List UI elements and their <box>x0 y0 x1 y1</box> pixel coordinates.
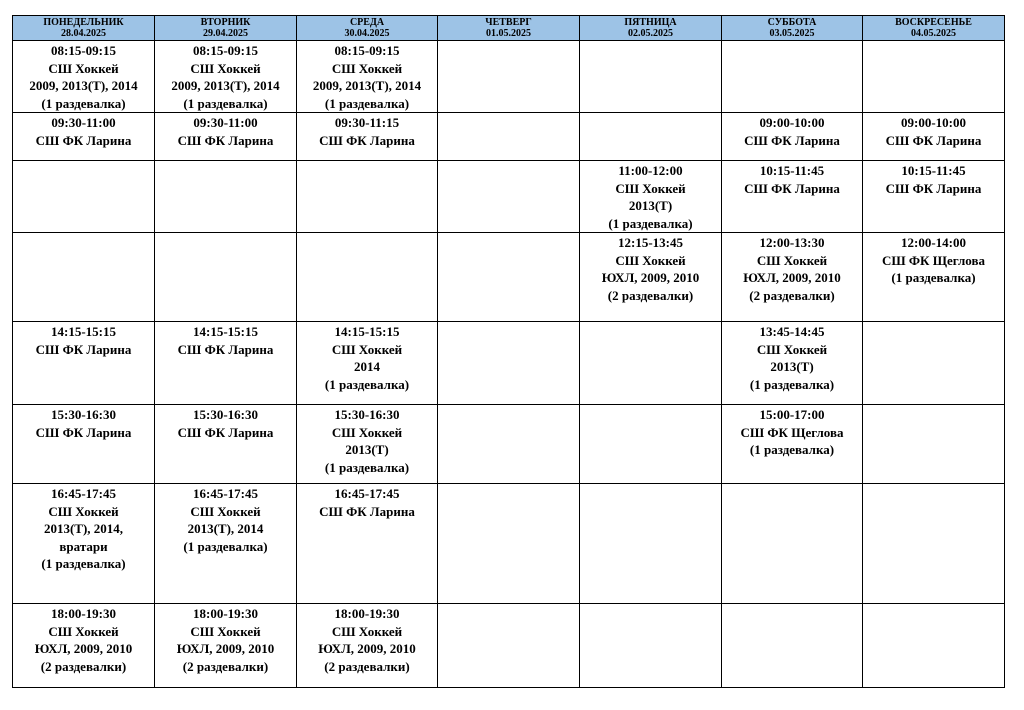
session-line: СШ Хоккей <box>190 623 261 639</box>
day-date: 01.05.2025 <box>486 28 531 39</box>
session-cell <box>722 161 863 233</box>
session-cell <box>13 41 155 113</box>
session-line: СШ Хоккей <box>48 503 119 519</box>
session-time: 12:00-14:00 <box>901 235 966 250</box>
session-line: СШ Хоккей <box>331 60 403 76</box>
session-cell <box>580 161 722 233</box>
empty-cell <box>722 484 863 604</box>
empty-cell <box>155 233 297 322</box>
schedule-row <box>13 113 1005 161</box>
session-line: 2013(Т) <box>628 198 673 213</box>
session-line: СШ ФК Ларина <box>177 132 274 148</box>
schedule-row <box>13 604 1005 688</box>
session-time: 09:00-10:00 <box>901 115 966 130</box>
day-header <box>580 16 722 41</box>
day-name: ВОСКРЕСЕНЬЕ <box>895 17 972 28</box>
session-time: 15:00-17:00 <box>759 407 825 422</box>
day-header <box>438 16 580 41</box>
session-time: 12:00-13:30 <box>759 235 825 250</box>
session-time: 09:30-11:00 <box>51 115 116 130</box>
session-line: СШ ФК Ларина <box>177 424 274 440</box>
session-cell <box>155 484 297 604</box>
header-row <box>13 16 1005 41</box>
day-header <box>155 16 297 41</box>
session-line: СШ ФК Ларина <box>35 424 132 440</box>
day-date: 04.05.2025 <box>911 28 956 39</box>
empty-cell <box>297 161 438 233</box>
session-line: 2013(Т) <box>770 359 814 374</box>
empty-cell <box>438 405 580 484</box>
day-name: ЧЕТВЕРГ <box>485 17 532 28</box>
day-name: СРЕДА <box>349 17 385 28</box>
session-cell <box>863 233 1005 322</box>
session-line: СШ ФК Ларина <box>885 132 982 148</box>
session-cell <box>155 41 297 113</box>
session-time: 18:00-19:30 <box>51 606 116 621</box>
schedule-row <box>13 322 1005 405</box>
session-line: СШ Хоккей <box>190 60 261 76</box>
session-line: (1 раздевалка) <box>41 556 126 571</box>
session-line: СШ ФК Ларина <box>744 180 840 196</box>
session-line: (2 раздевалки) <box>40 658 127 674</box>
session-cell <box>155 604 297 688</box>
day-header <box>863 16 1005 41</box>
session-cell <box>297 604 438 688</box>
empty-cell <box>722 41 863 113</box>
day-name: ПОНЕДЕЛЬНИК <box>43 17 124 28</box>
session-line: ЮХЛ, 2009, 2010 <box>743 270 841 285</box>
session-cell <box>155 322 297 405</box>
day-header <box>722 16 863 41</box>
session-line: СШ ФК Щеглова <box>881 252 986 268</box>
day-name: ВТОРНИК <box>200 17 251 28</box>
session-line: (1 раздевалка) <box>891 270 976 285</box>
session-cell <box>13 113 155 161</box>
session-time: 14:15-15:15 <box>51 324 116 339</box>
session-cell <box>722 322 863 405</box>
schedule-header <box>13 16 1005 41</box>
session-cell <box>155 113 297 161</box>
session-line: (1 раздевалка) <box>608 215 693 231</box>
empty-cell <box>13 233 155 322</box>
session-time: 09:30-11:00 <box>193 115 258 130</box>
empty-cell <box>438 322 580 405</box>
session-line: СШ Хоккей <box>756 252 828 268</box>
empty-cell <box>863 41 1005 113</box>
session-cell <box>297 41 438 113</box>
empty-cell <box>438 484 580 604</box>
session-line: СШ Хоккей <box>48 623 119 639</box>
session-line: СШ Хоккей <box>48 60 119 76</box>
session-line: ЮХЛ, 2009, 2010 <box>601 270 700 285</box>
session-time: 08:15-09:15 <box>51 43 116 58</box>
schedule-body <box>13 41 1005 688</box>
session-cell <box>155 405 297 484</box>
empty-cell <box>580 405 722 484</box>
session-line: (2 раздевалки) <box>749 287 835 303</box>
session-cell <box>863 113 1005 161</box>
session-time: 16:45-17:45 <box>51 486 116 501</box>
empty-cell <box>438 604 580 688</box>
session-line: СШ Хоккей <box>331 424 403 440</box>
empty-cell <box>580 41 722 113</box>
empty-cell <box>580 113 722 161</box>
session-line: 2013(Т), 2014 <box>187 521 264 536</box>
empty-cell <box>863 322 1005 405</box>
session-line: (1 раздевалка) <box>324 459 410 475</box>
day-date: 02.05.2025 <box>628 28 673 39</box>
session-line: СШ Хоккей <box>615 252 686 268</box>
schedule-row <box>13 405 1005 484</box>
empty-cell <box>863 604 1005 688</box>
day-header <box>297 16 438 41</box>
schedule-row <box>13 161 1005 233</box>
day-name: ПЯТНИЦА <box>624 17 677 28</box>
session-time: 09:30-11:15 <box>334 115 400 130</box>
session-time: 14:15-15:15 <box>193 324 258 339</box>
session-cell <box>13 322 155 405</box>
session-line: СШ Хоккей <box>756 341 828 357</box>
session-time: 09:00-10:00 <box>759 115 825 130</box>
empty-cell <box>155 161 297 233</box>
session-line: СШ ФК Ларина <box>319 503 415 519</box>
session-line: (1 раздевалка) <box>324 376 410 392</box>
session-cell <box>297 113 438 161</box>
session-cell <box>580 233 722 322</box>
session-line: 2009, 2013(Т), 2014 <box>171 78 280 93</box>
session-cell <box>297 322 438 405</box>
day-date: 28.04.2025 <box>61 28 106 39</box>
session-line: ЮХЛ, 2009, 2010 <box>34 641 133 656</box>
session-line: СШ Хоккей <box>331 623 403 639</box>
session-cell <box>722 233 863 322</box>
session-line: (1 раздевалка) <box>41 95 126 111</box>
session-line: СШ ФК Ларина <box>885 180 982 196</box>
session-line: СШ Хоккей <box>190 503 261 519</box>
empty-cell <box>722 604 863 688</box>
session-line: 2009, 2013(Т), 2014 <box>312 78 422 93</box>
empty-cell <box>438 161 580 233</box>
day-date: 29.04.2025 <box>203 28 248 39</box>
session-line: 2009, 2013(Т), 2014 <box>29 78 138 93</box>
session-time: 11:00-12:00 <box>618 163 683 178</box>
session-line: СШ ФК Ларина <box>35 132 132 148</box>
schedule-row <box>13 233 1005 322</box>
session-line: СШ Хоккей <box>331 341 403 357</box>
session-line: (1 раздевалка) <box>324 95 410 111</box>
empty-cell <box>863 484 1005 604</box>
session-cell <box>13 484 155 604</box>
session-line: 2013(Т), 2014, <box>43 521 124 536</box>
session-line: (1 раздевалка) <box>749 442 835 457</box>
session-cell <box>722 113 863 161</box>
empty-cell <box>438 41 580 113</box>
session-line: ЮХЛ, 2009, 2010 <box>176 641 275 656</box>
session-line: СШ Хоккей <box>615 180 686 196</box>
session-line: (2 раздевалки) <box>607 287 694 303</box>
schedule-table <box>12 15 1005 688</box>
session-line: 2014 <box>354 359 380 374</box>
day-date: 30.04.2025 <box>344 28 390 39</box>
schedule-row <box>13 484 1005 604</box>
session-cell <box>13 405 155 484</box>
schedule-row <box>13 41 1005 113</box>
session-time: 15:30-16:30 <box>51 407 116 422</box>
session-time: 08:15-09:15 <box>193 43 258 58</box>
empty-cell <box>297 233 438 322</box>
session-line: (1 раздевалка) <box>183 95 268 111</box>
empty-cell <box>13 161 155 233</box>
session-line: (1 раздевалка) <box>749 376 835 392</box>
session-time: 12:15-13:45 <box>618 235 683 250</box>
session-time: 15:30-16:30 <box>334 407 400 422</box>
session-time: 13:45-14:45 <box>759 324 825 339</box>
empty-cell <box>580 484 722 604</box>
day-date: 03.05.2025 <box>769 28 815 39</box>
session-line: СШ ФК Щеглова <box>740 424 844 440</box>
day-name: СУББОТА <box>767 17 817 28</box>
session-line: вратари <box>59 538 108 554</box>
session-line: СШ ФК Ларина <box>319 132 415 148</box>
session-time: 14:15-15:15 <box>334 324 400 339</box>
session-cell <box>297 484 438 604</box>
session-cell <box>297 405 438 484</box>
session-line: ЮХЛ, 2009, 2010 <box>318 641 416 656</box>
empty-cell <box>438 233 580 322</box>
session-time: 18:00-19:30 <box>193 606 258 621</box>
session-line: СШ ФК Ларина <box>177 341 274 357</box>
session-line: (1 раздевалка) <box>183 538 268 554</box>
day-header <box>13 16 155 41</box>
session-time: 16:45-17:45 <box>334 486 400 501</box>
session-line: СШ ФК Ларина <box>35 341 132 357</box>
session-cell <box>722 405 863 484</box>
session-line: (2 раздевалки) <box>182 658 269 674</box>
session-cell <box>863 161 1005 233</box>
session-time: 18:00-19:30 <box>334 606 400 621</box>
session-time: 15:30-16:30 <box>193 407 258 422</box>
session-time: 10:15-11:45 <box>901 163 966 178</box>
session-line: СШ ФК Ларина <box>744 132 840 148</box>
empty-cell <box>580 322 722 405</box>
session-time: 08:15-09:15 <box>334 43 400 58</box>
session-line: 2013(Т) <box>345 442 389 457</box>
session-line: (2 раздевалки) <box>324 658 410 674</box>
empty-cell <box>863 405 1005 484</box>
empty-cell <box>438 113 580 161</box>
session-time: 16:45-17:45 <box>193 486 258 501</box>
session-cell <box>13 604 155 688</box>
empty-cell <box>580 604 722 688</box>
session-time: 10:15-11:45 <box>759 163 825 178</box>
